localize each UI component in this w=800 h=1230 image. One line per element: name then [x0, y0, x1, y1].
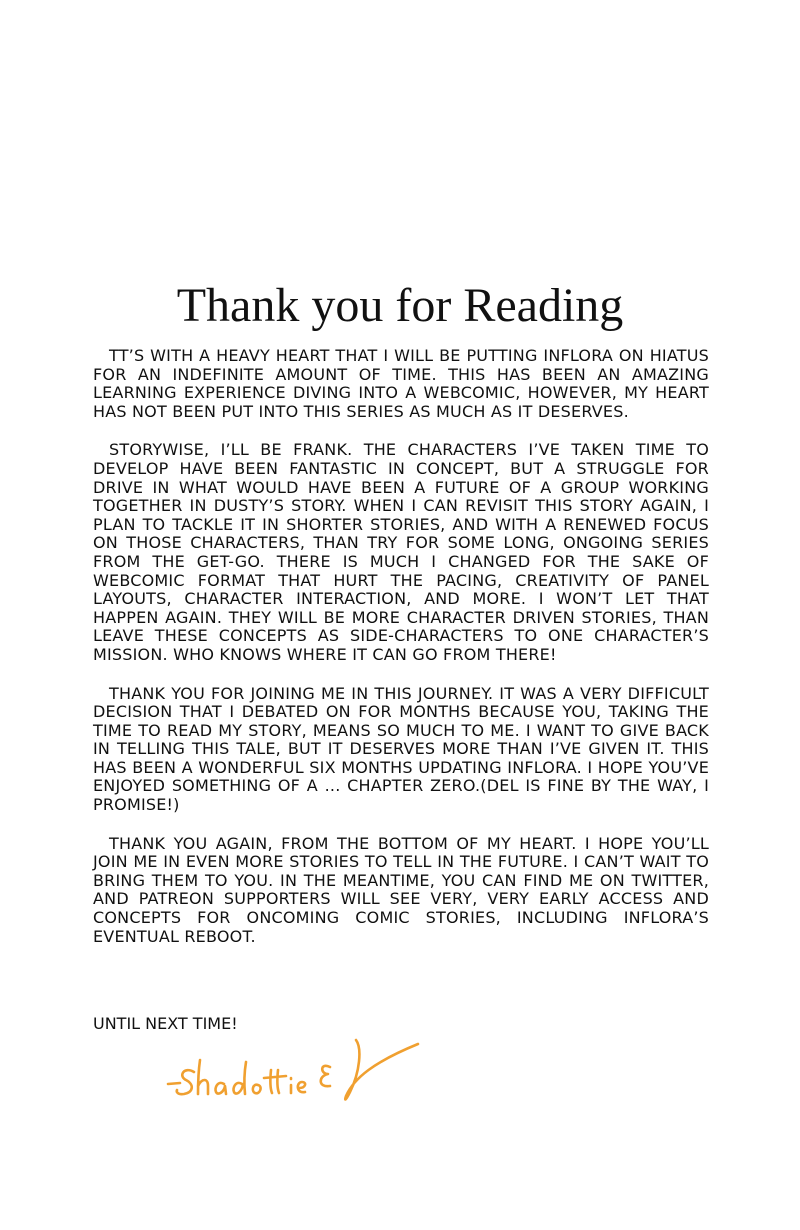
closing-line: UNTIL NEXT TIME!: [93, 1014, 238, 1033]
letter-body: [93, 347, 709, 966]
paragraph-1: TT’S WITH A HEAVY HEART THAT I WILL BE PUTTING INFLORA ON HIATUS FOR AN INDEFINITE AMOUNT OF TIME. THIS HAS BEEN AN AMAZING LEARNING EXPERIENCE DIVING INTO A WEBCOMIC, HOWEVER, MY HEART HAS NOT BEEN PUT INTO THIS SERIES AS MUCH AS IT DESERVES.: [93, 346, 709, 421]
paragraph-4: THANK YOU AGAIN, FROM THE BOTTOM OF MY HEART. I HOPE YOU’LL JOIN ME IN EVEN MORE STORIES TO TELL IN THE FUTURE. I CAN’T WAIT TO BRING THEM TO YOU. IN THE MEANTIME, YOU CAN FIND ME ON TWITTER, AND PATREON SUPPORTERS WILL SEE VERY, VERY EARLY ACCESS AND CONCEPTS FOR ONCOMING COMIC STORIES, INCLUDING INFLORA’S EVENTUAL REBOOT.: [93, 833, 709, 946]
paragraph-2: STORYWISE, I’LL BE FRANK. THE CHARACTERS I’VE TAKEN TIME TO DEVELOP HAVE BEEN FANTASTIC IN CONCEPT, BUT A STRUGGLE FOR DRIVE IN WHAT WOULD HAVE BEEN A FUTURE OF A GROUP WORKING TOGETHER IN DUSTY’S STORY. WHEN I CAN REVISIT THIS STORY AGAIN, I PLAN TO TACKLE IT IN SHORTER STORIES, AND WITH A RENEWED FOCUS ON THOSE CHARACTERS, THAN TRY FOR SOME LONG, ONGOING SERIES FROM THE GET-GO. THERE IS MUCH I CHANGED FOR THE SAKE OF WEBCOMIC FORMAT THAT HURT THE PACING, CREATIVITY OF PANEL LAYOUTS, CHARACTER INTERACTION, AND MORE. I WON’T LET THAT HAPPEN AGAIN. THEY WILL BE MORE CHARACTER DRIVEN STORIES, THAN LEAVE THESE CONCEPTS AS SIDE-CHARACTERS TO ONE CHARACTER’S MISSION. WHO KNOWS WHERE IT CAN GO FROM THERE!: [93, 440, 709, 664]
paragraph-3: THANK YOU FOR JOINING ME IN THIS JOURNEY. IT WAS A VERY DIFFICULT DECISION THAT I DEBATED ON FOR MONTHS BECAUSE YOU, TAKING THE TIME TO READ MY STORY, MEANS SO MUCH TO ME. I WANT TO GIVE BACK IN TELLING THIS TALE, BUT IT DESERVES MORE THAN I’VE GIVEN IT. THIS HAS BEEN A WONDERFUL SIX MONTHS UPDATING INFLORA. I HOPE YOU’VE ENJOYED SOMETHING OF A ... CHAPTER ZERO.(DEL IS FINE BY THE WAY, I PROMISE!): [93, 683, 709, 815]
handwritten-signature: [160, 1022, 430, 1112]
page-title: Thank you for Reading: [176, 279, 624, 332]
